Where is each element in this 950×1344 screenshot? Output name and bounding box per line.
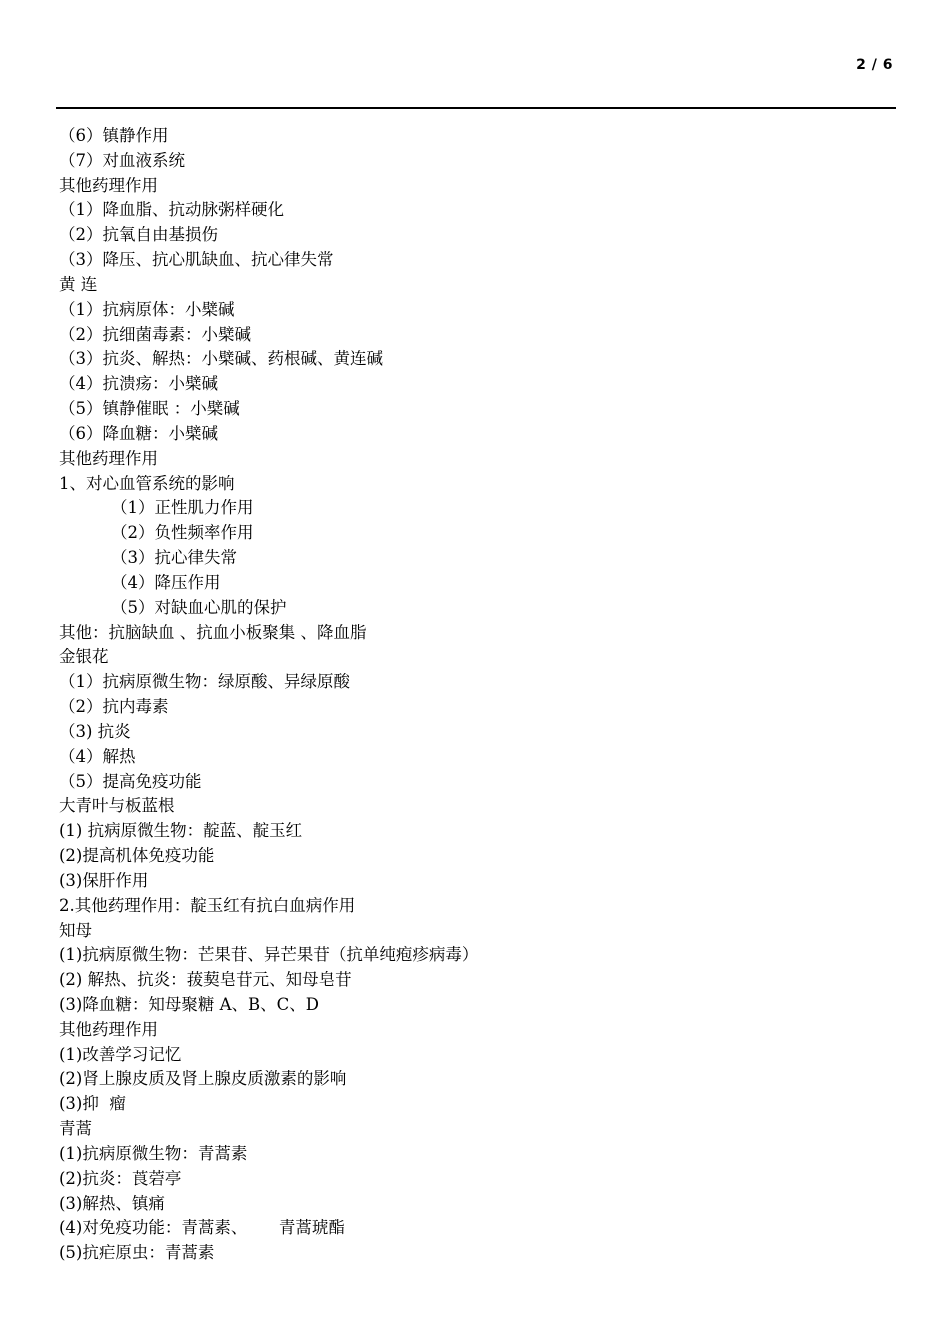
- text-line: （5）提高免疫功能: [59, 771, 202, 791]
- text-line: （3）抗心律失常: [111, 548, 237, 568]
- text-line: (1) 抗病原微生物：靛蓝、靛玉红: [59, 821, 303, 841]
- text-line: （3）降压、抗心肌缺血、抗心律失常: [59, 250, 334, 270]
- text-line: (1)抗病原微生物：芒果苷、异芒果苷（抗单纯疱疹病毒）: [59, 945, 479, 965]
- text-line: (3)降血糖：知母聚糖 A、B、C、D: [59, 994, 320, 1014]
- page-number: 2 / 6: [856, 57, 893, 73]
- text-line: （2）抗细菌毒素：小檗碱: [59, 324, 251, 344]
- text-line: 知母: [59, 920, 92, 940]
- text-line: 其他：抗脑缺血 、抗血小板聚集 、降血脂: [59, 622, 367, 642]
- text-line: 大青叶与板蓝根: [59, 796, 175, 816]
- text-line: 金银花: [59, 647, 109, 667]
- text-line: (5)抗疟原虫：青蒿素: [59, 1243, 215, 1263]
- text-line: (2)提高机体免疫功能: [59, 846, 215, 866]
- text-line: （2）负性频率作用: [111, 523, 254, 543]
- text-line: 黄 连: [59, 274, 98, 294]
- text-line: (3)解热、镇痛: [59, 1193, 165, 1213]
- text-line: (2)肾上腺皮质及肾上腺皮质激素的影响: [59, 1069, 347, 1089]
- text-line: （1）抗病原微生物：绿原酸、异绿原酸: [59, 672, 350, 692]
- text-line: (2)抗炎：莨菪亭: [59, 1168, 182, 1188]
- text-line: （7）对血液系统: [59, 150, 185, 170]
- text-line: (2) 解热、抗炎：菝葜皂苷元、知母皂苷: [59, 970, 352, 990]
- text-line: (4)对免疫功能：青蒿素、 青蒿琥酯: [59, 1218, 345, 1238]
- text-line: (3)保肝作用: [59, 870, 149, 890]
- text-line: 其他药理作用: [59, 448, 158, 468]
- text-line: （5）对缺血心肌的保护: [111, 597, 287, 617]
- text-line: 2.其他药理作用：靛玉红有抗白血病作用: [59, 895, 356, 915]
- text-line: 其他药理作用: [59, 1019, 158, 1039]
- text-line: 青蒿: [59, 1119, 92, 1139]
- document-body: [59, 124, 889, 1266]
- text-line: (1)抗病原微生物：青蒿素: [59, 1143, 248, 1163]
- text-line: 其他药理作用: [59, 175, 158, 195]
- text-line: （1）抗病原体：小檗碱: [59, 299, 235, 319]
- header-divider: [56, 107, 896, 109]
- text-line: （6）镇静作用: [59, 126, 169, 145]
- text-line: (1)改善学习记忆: [59, 1044, 182, 1064]
- text-line: （2）抗内毒素: [59, 697, 169, 717]
- text-line: （6）降血糖：小檗碱: [59, 423, 218, 443]
- text-line: （1）降血脂、抗动脉粥样硬化: [59, 200, 284, 220]
- text-line: （1）正性肌力作用: [111, 498, 254, 518]
- text-line: （5）镇静催眠 ：小檗碱: [59, 399, 240, 419]
- text-line: （4）解热: [59, 746, 136, 766]
- text-line: （3）抗炎、解热：小檗碱、药根碱、黄连碱: [59, 349, 383, 369]
- text-line: （4）抗溃疡：小檗碱: [59, 374, 218, 394]
- text-line: (3)抑 瘤: [59, 1094, 126, 1114]
- text-line: （3) 抗炎: [59, 721, 131, 741]
- text-line: （2）抗氧自由基损伤: [59, 225, 218, 245]
- text-line: （4）降压作用: [111, 572, 221, 592]
- text-line: 1、对心血管系统的影响: [59, 473, 235, 493]
